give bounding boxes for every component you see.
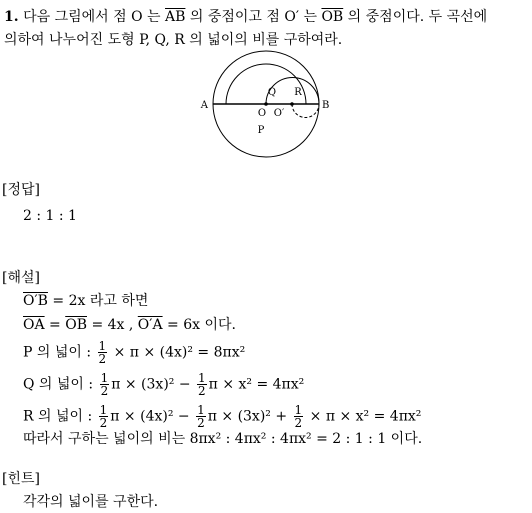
label-b: B	[322, 100, 330, 111]
segment-oa: $\overline{OA}$	[23, 317, 45, 333]
semicircle-upper	[226, 64, 306, 104]
label-p: P	[257, 125, 265, 136]
problem-text: 다음 그림에서 점 O 는	[23, 9, 161, 25]
answer-heading: [정답]	[2, 182, 40, 198]
solution-text: = 2x 라고 하면	[47, 293, 149, 309]
segment-ob: $\overline{OB}$	[321, 9, 344, 25]
fraction-half: $\frac{1}{2}$	[98, 339, 107, 366]
segment-o-prime-b: O′B	[23, 293, 48, 309]
answer-value: 2 : 1 : 1	[23, 208, 77, 224]
segment-ab: $\overline{AB}$	[165, 9, 186, 25]
point-o-prime	[290, 102, 294, 106]
semicircle-small-lower	[292, 104, 319, 118]
fraction-half: $\frac{1}{2}$	[100, 371, 109, 398]
solution-line-1	[23, 292, 148, 310]
fraction-half: $\frac{1}{2}$	[99, 403, 108, 430]
label-r: R	[294, 87, 302, 98]
label-o-prime: O′	[273, 108, 285, 119]
solution-area-p: P 의 넓이 : $\frac{1}{2}$ × π × (4x)² = 8πx²	[23, 339, 246, 366]
segment-o-prime-a: O′A	[137, 317, 163, 333]
problem-text: 의 중점이고 점 O′ 는	[189, 9, 317, 25]
label-a: A	[200, 100, 208, 111]
solution-heading: [해설]	[2, 270, 40, 286]
solution-area-q: Q 의 넓이 : $\frac{1}{2}$ π × (3x)² − $\frac{1}{2}$ π × x² = 4πx²	[23, 371, 305, 398]
label-o: O	[257, 108, 267, 119]
label-q: Q	[267, 87, 277, 98]
solution-line-2: $\overline{OA} = \overline{OB} = 4x$ , O′A = 6x 이다.	[23, 317, 236, 333]
problem-text: 의하여 나누어진 도형 P, Q, R 의 넓이의 비를 구하여라.	[4, 32, 343, 48]
point-o	[264, 102, 268, 106]
fraction-half: $\frac{1}{2}$	[197, 403, 205, 430]
solution-conclusion: 따라서 구하는 넓이의 비는 8πx² : 4πx² : 4πx² = 2 : 1 : 1 이다.	[23, 431, 423, 447]
solution-area-r: R 의 넓이 : $\frac{1}{2}$ π × (4x)² − $\frac{1}{2}$ π × (3x)² + $\frac{1}{2}$ × π × x² = 4πx²	[23, 403, 422, 430]
hint-heading: [힌트]	[2, 471, 40, 487]
segment-ob: $\overline{OB}$	[65, 317, 87, 333]
fraction-half: $\frac{1}{2}$	[198, 371, 206, 398]
problem-number: 1.	[4, 9, 19, 25]
fraction-half: $\frac{1}{2}$	[294, 403, 303, 430]
problem-text: 의 중점이다. 두 곡선에	[347, 9, 488, 25]
hint-text: 각각의 넓이를 구한다.	[23, 494, 159, 510]
